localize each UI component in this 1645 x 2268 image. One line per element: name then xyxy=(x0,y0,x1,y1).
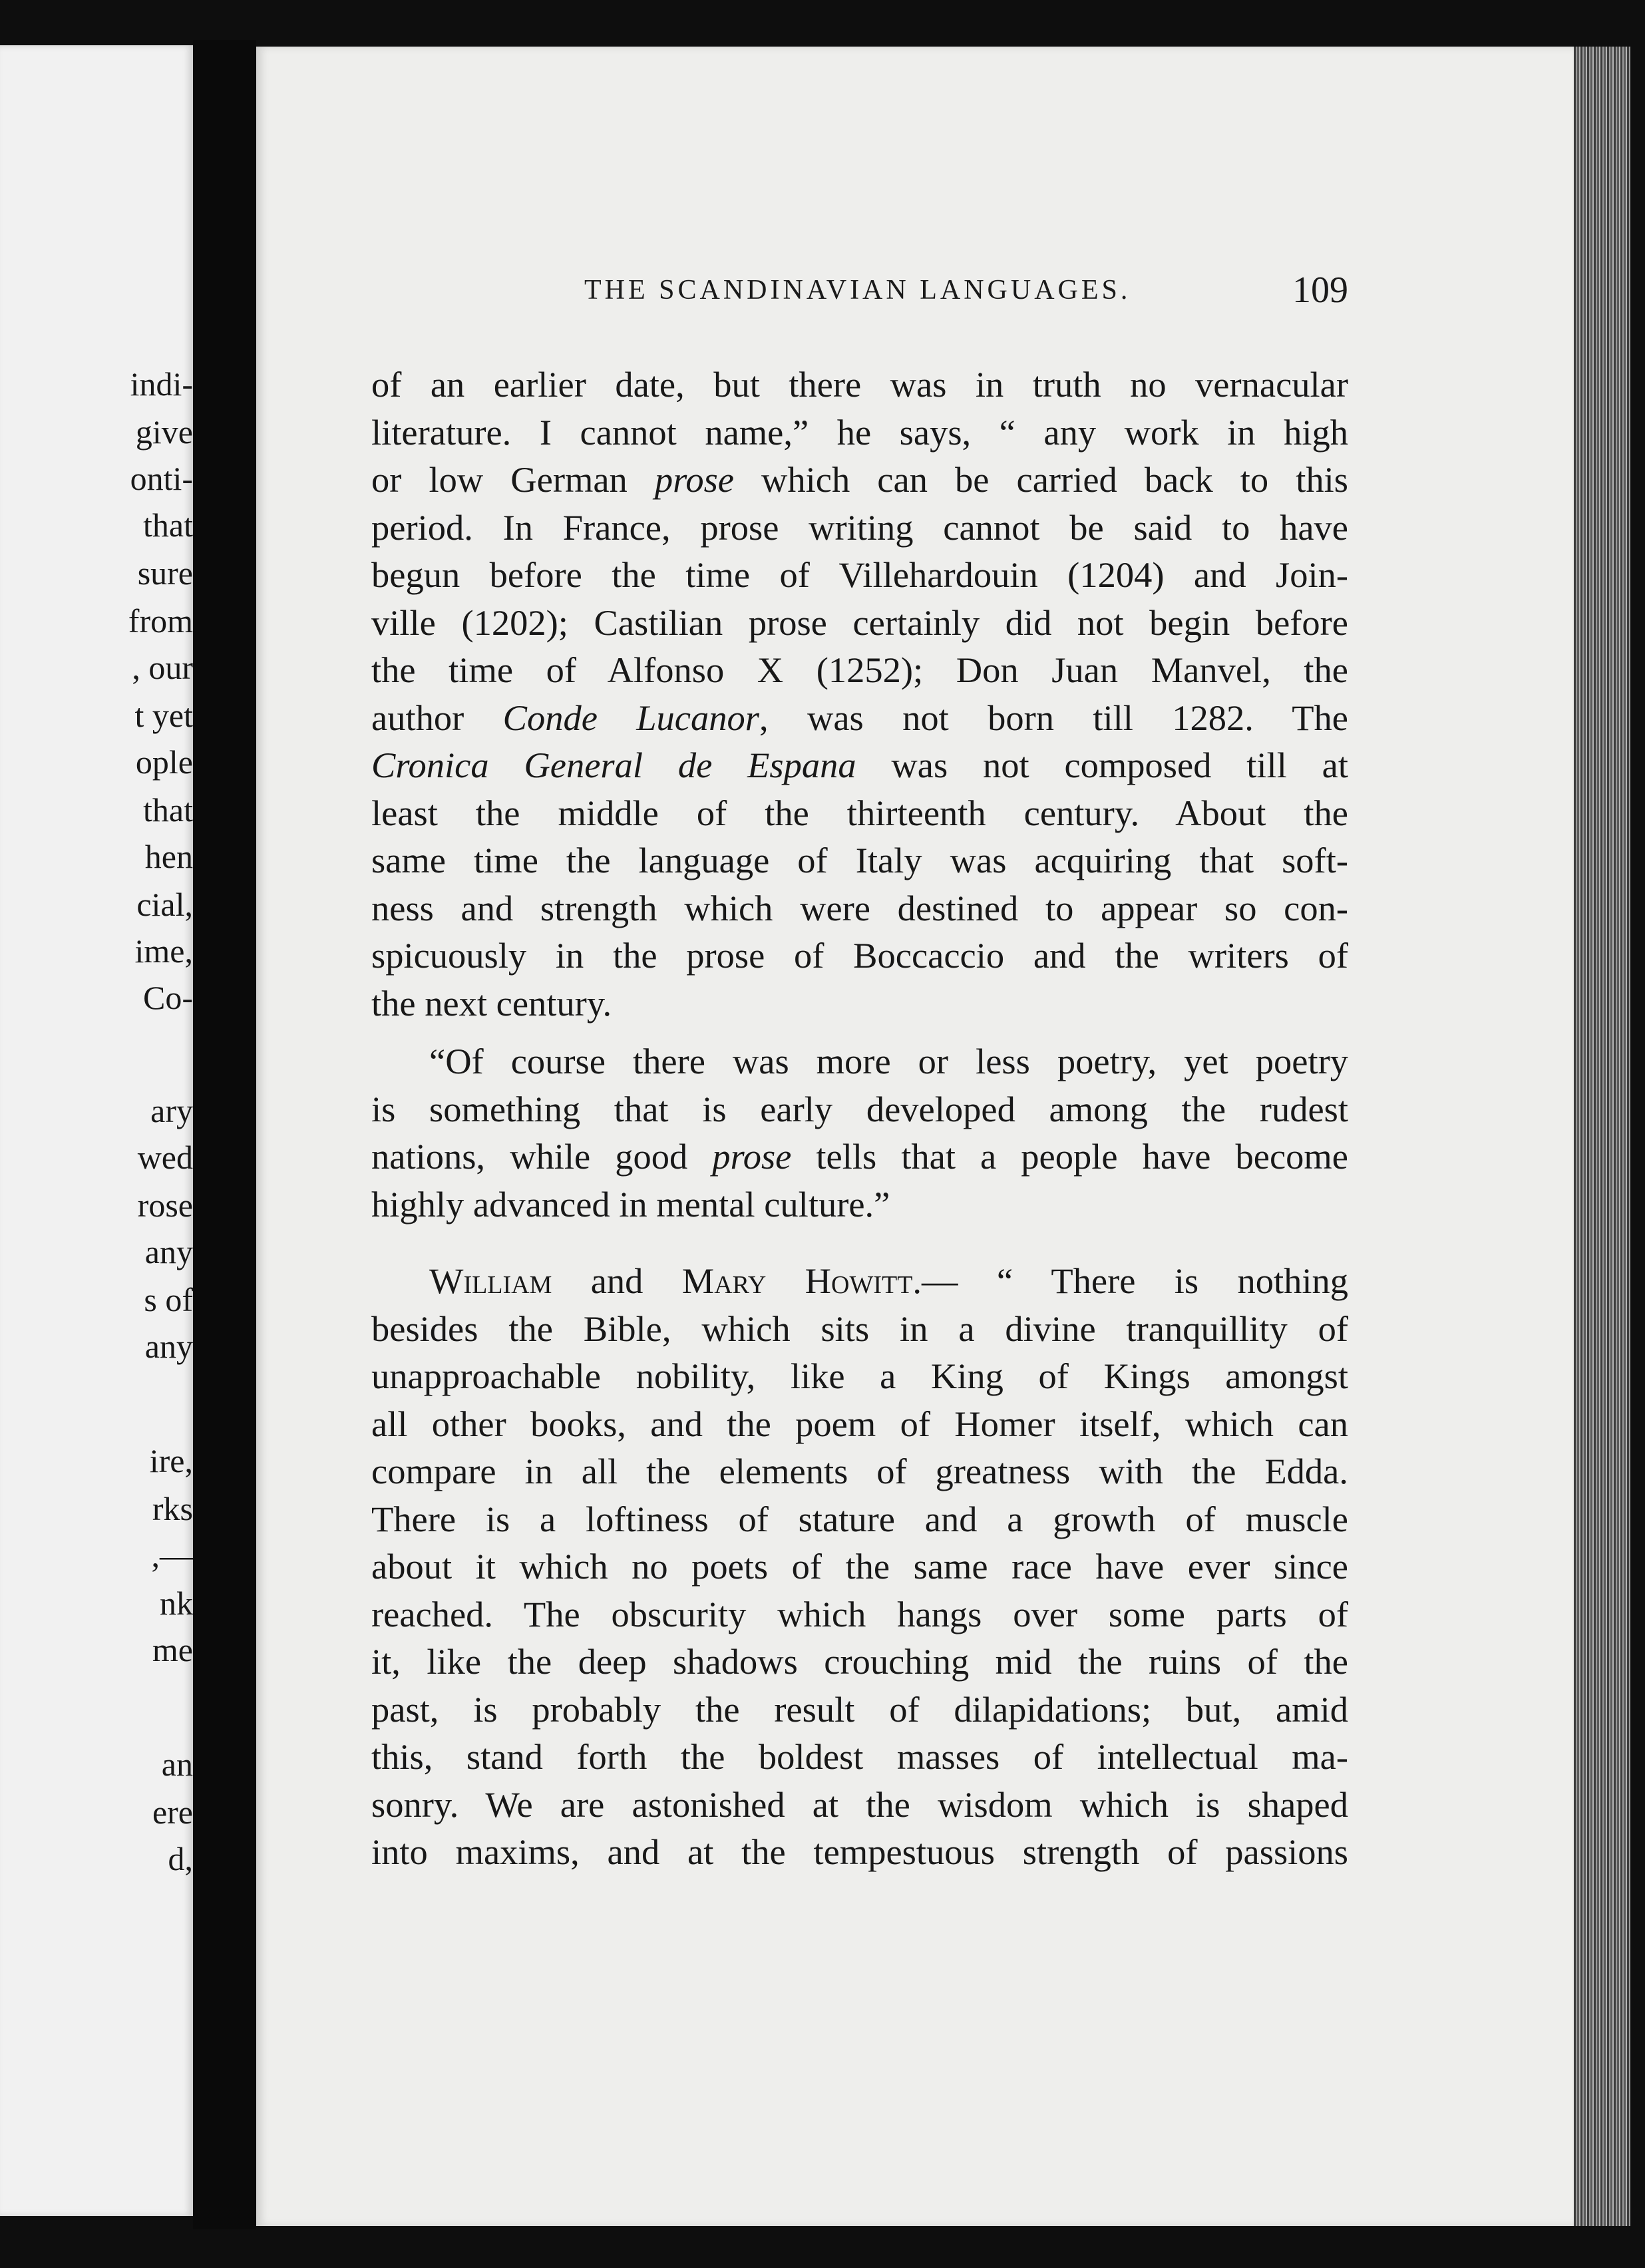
left-page-fragment: t yet xyxy=(134,697,193,734)
book-gutter xyxy=(193,40,256,2229)
left-page-fragment: onti- xyxy=(130,460,193,497)
text-line: William and Mary Howitt.— “ There is nothing xyxy=(429,1260,1348,1301)
left-page-fragment: an xyxy=(161,1746,193,1783)
text-line: period. In France, prose writing cannot be said to have xyxy=(371,506,1348,548)
text-line: There is a loftiness of stature and a growth of muscle xyxy=(371,1498,1348,1539)
text-line: about it which no poets of the same race have ever since xyxy=(371,1546,1348,1587)
text-line: unapproachable nobility, like a King of Kings amongst xyxy=(371,1356,1348,1396)
text-line: all other books, and the poem of Homer itself, which can xyxy=(371,1403,1348,1444)
text-line: the time of Alfonso X (1252); Don Juan Manvel, the xyxy=(371,650,1348,690)
left-page-fragment: give xyxy=(135,413,193,451)
page-header xyxy=(584,270,1348,321)
text-line: literature. I cannot name,” he says, “ any work in high xyxy=(371,411,1348,453)
left-page-fragment: , our xyxy=(132,649,193,686)
left-page-fragment: s of xyxy=(144,1281,193,1318)
left-page-fragment: that xyxy=(143,506,193,544)
running-head: THE SCANDINAVIAN LANGUAGES. xyxy=(584,275,1131,305)
text-line: ville (1202); Castilian prose certainly did not begin before xyxy=(371,602,1348,643)
left-page-fragment: Co- xyxy=(143,979,193,1016)
left-page-fragment: any xyxy=(144,1328,193,1365)
left-page-fragment: ,— xyxy=(151,1537,193,1574)
left-page-fragment: hen xyxy=(144,838,193,875)
text-line: reached. The obscurity which hangs over some parts of xyxy=(371,1593,1348,1634)
left-page xyxy=(0,45,193,2216)
left-page-fragment: any xyxy=(144,1233,193,1270)
left-page-fragment: rks xyxy=(152,1490,193,1527)
text-line: “Of course there was more or less poetry, yet poetry xyxy=(429,1041,1348,1081)
text-line: same time the language of Italy was acquiring that soft- xyxy=(371,840,1348,880)
left-page-fragment: ime, xyxy=(134,932,193,970)
left-page-fragment: indi- xyxy=(130,365,193,403)
text-line: ness and strength which were destined to appear so con- xyxy=(371,887,1348,928)
text-line: sonry. We are astonished at the wisdom which is shaped xyxy=(371,1784,1348,1825)
text-line: Cronica General de Espana was not composed till at xyxy=(371,745,1348,785)
left-page-fragment: ople xyxy=(135,743,193,781)
left-page-fragment: me xyxy=(152,1631,193,1668)
text-line: past, is probably the result of dilapidations; but, amid xyxy=(371,1688,1348,1730)
text-line: it, like the deep shadows crouching mid the ruins of the xyxy=(371,1641,1348,1682)
text-line: the next century. xyxy=(371,982,612,1024)
text-line: or low German prose which can be carried back to this xyxy=(371,459,1348,500)
left-page-fragment: nk xyxy=(160,1585,193,1622)
left-page-fragment: from xyxy=(128,602,193,640)
left-page-fragment: d, xyxy=(168,1840,193,1877)
left-page-fragment: ere xyxy=(152,1794,193,1831)
text-line: begun before the time of Villehardouin (1204) and Join- xyxy=(371,554,1348,595)
text-line: this, stand forth the boldest masses of intellectual ma- xyxy=(371,1736,1348,1777)
text-line: least the middle of the thirteenth century. About the xyxy=(371,792,1348,833)
text-line: highly advanced in mental culture.” xyxy=(371,1183,890,1225)
text-line: is something that is early developed among the rudest xyxy=(371,1088,1348,1129)
left-page-fragment: wed xyxy=(137,1139,193,1176)
page-number: 109 xyxy=(1292,270,1348,311)
text-line: into maxims, and at the tempestuous strength of passions xyxy=(371,1831,1348,1872)
text-line: spicuously in the prose of Boccaccio and the writers of xyxy=(371,935,1348,976)
left-page-fragment: rose xyxy=(137,1187,193,1224)
left-page-fragment: ary xyxy=(150,1092,193,1129)
left-page-fragment: that xyxy=(143,791,193,829)
text-line: author Conde Lucanor, was not born till 1282. The xyxy=(371,697,1348,738)
page-block-edge xyxy=(1574,47,1630,2226)
left-page-fragment: sure xyxy=(137,554,193,592)
text-line: nations, while good prose tells that a people have become xyxy=(371,1136,1348,1177)
left-page-fragment: ire, xyxy=(149,1442,193,1479)
text-line: besides the Bible, which sits in a divine tranquillity of xyxy=(371,1308,1348,1349)
text-line: compare in all the elements of greatness with the Edda. xyxy=(371,1451,1348,1491)
left-page-fragment: cial, xyxy=(136,886,193,923)
text-line: of an earlier date, but there was in truth no vernacular xyxy=(371,364,1348,405)
